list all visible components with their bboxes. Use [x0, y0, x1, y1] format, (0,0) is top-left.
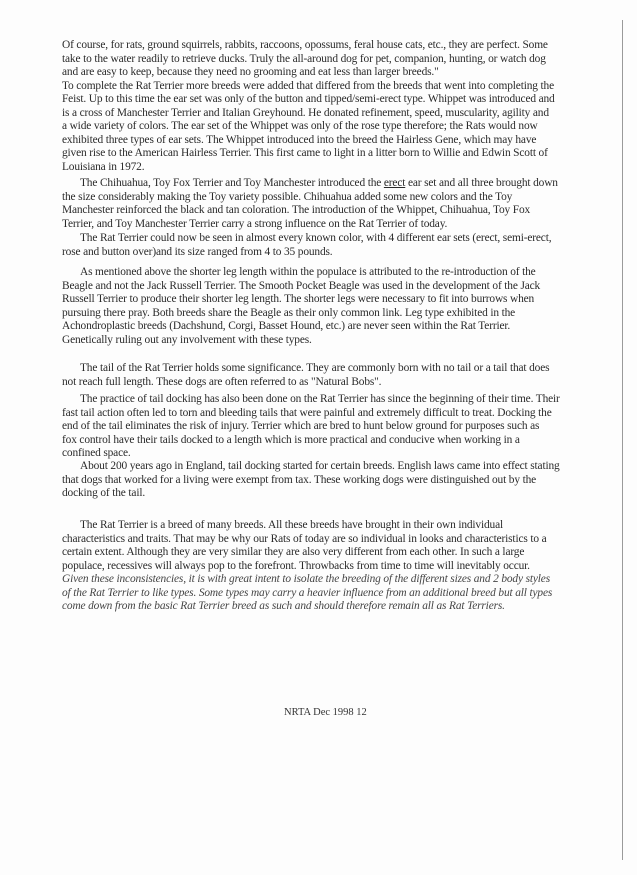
text-line: [62, 177, 622, 191]
text-line: rose and button over)and its size ranged from 4 to 35 pounds.: [62, 245, 333, 258]
text-line: Of course, for rats, ground squirrels, rabbits, raccoons, opossums, feral house cats, etc., they are perfect. Some: [62, 39, 548, 51]
text-line: Manchester reinforced the black and tan coloration. The introduction of the Whippet, Chihuahua, Toy Fox: [62, 204, 531, 216]
text-line: Feist. Up to this time the ear set was only of the button and tipped/semi-erect type. Whippet was introduced and: [62, 93, 555, 105]
paragraph-colors-sizes: [62, 232, 622, 259]
italic-text-line: come down from the basic Rat Terrier breed as such and should therefore remain all as Rat Terriers.: [62, 600, 505, 612]
text-line: confined space.: [62, 447, 131, 459]
text-line: About 200 years ago in England, tail docking started for certain breeds. English laws came into effect stating: [80, 460, 560, 472]
text-line: docking of the tail.: [62, 487, 146, 499]
underlined-word: erect: [383, 177, 406, 189]
text-line: Russell Terrier to produce their shorter leg length. The shorter legs were necessary to fit into burrows when: [62, 293, 535, 305]
text-line: Terrier, and Toy Manchester Terrier carry a strong influence on the Rat Terrier of today.: [62, 217, 448, 230]
text-line: that dogs that worked for a living were exempt from tax. These working dogs were distinguished out by the: [62, 473, 537, 486]
text-line: pursuing there pray. Both breeds share the Beagle as their only common link. Leg type exhibited in the: [62, 306, 516, 319]
text-line: exhibited three types of ear sets. The Whippet introduced into the breed the Hairless Gene, which may have: [62, 133, 537, 146]
paragraph-leg-length: [62, 266, 622, 347]
text-line: not reach full length. These dogs are often referred to as "Natural Bobs".: [62, 375, 382, 388]
text-line: fox control have their tails docked to a length which is more practical and conducive when working in a: [62, 433, 520, 446]
text-line: Beagle and not the Jack Russell Terrier. The Smooth Pocket Beagle was used in the development of the Jack: [62, 279, 541, 292]
paragraph-breed-of-breeds: [62, 519, 622, 614]
text-segment: ear set and all three brought down: [405, 177, 558, 189]
text-line: As mentioned above the shorter leg length within the populace is attributed to the re-introduction of the: [80, 266, 536, 278]
text-line: end of the tail eliminates the risk of injury. Terrier which are bred to hunt below ground for purposes such as: [62, 420, 540, 432]
text-segment: The Chihuahua, Toy Fox Terrier and Toy Manchester introduced the: [80, 177, 384, 189]
paragraph-england-tax: [62, 460, 622, 501]
paragraph-ratting-and-feist: [62, 39, 622, 174]
text-line: The Rat Terrier could now be seen in almost every known color, with 4 different ear sets (erect, semi-erect,: [80, 232, 552, 244]
text-line: the size considerably making the Toy variety possible. Chihuahua added some new colors and the Toy: [62, 190, 513, 203]
text-line: Achondroplastic breeds (Dachshund, Corgi, Basset Hound, etc.) are never seen within the Rat Terrier.: [62, 320, 511, 332]
text-line: given rise to the American Hairless Terrier. This first came to light in a litter born to Willie and Edwin Scott of: [62, 147, 548, 159]
text-line: characteristics and traits. That may be why our Rats of today are so individual in looks and characteristics to a: [62, 532, 547, 545]
text-line: and are easy to keep, because they need no grooming and eat less than larger breeds.": [62, 66, 439, 78]
text-line: The Rat Terrier is a breed of many breeds. All these breeds have brought in their own individual: [80, 519, 504, 531]
italic-text-line: Given these inconsistencies, it is with great intent to isolate the breeding of the different sizes and 2 body styles: [62, 573, 550, 585]
text-line: Genetically ruling out any involvement with these types.: [62, 333, 312, 346]
page-edge-shadow: [622, 20, 623, 860]
text-line: populace, recessives will always pop to the forefront. Throwbacks from time to time will inevitably occur.: [62, 559, 530, 572]
text-line: certain extent. Although they are very similar they are also very different from each other. In such a large: [62, 546, 525, 558]
text-line: fast tail action often led to torn and bleeding tails that were painful and extremely difficult to treat. Docking the: [62, 406, 552, 419]
text-line: a wide variety of colors. The ear set of the Whippet was only of the rose type therefore; the Rats would now: [62, 120, 538, 132]
paragraph-tail-docking: [62, 393, 622, 461]
paragraph-tail: [62, 362, 622, 389]
text-line: is a cross of Manchester Terrier and Italian Greyhound. He donated refinement, speed, muscularity, agility and: [62, 106, 549, 119]
text-line: The tail of the Rat Terrier holds some significance. They are commonly born with no tail or a tail that does: [80, 362, 550, 374]
italic-text-line: of the Rat Terrier to like types. Some types may carry a heavier influence from an additional breed but all types: [62, 586, 553, 599]
text-line: To complete the Rat Terrier more breeds were added that differed from the breeds that went into completing the: [62, 79, 554, 92]
text-line: take to the water readily to retrieve ducks. Truly the all-around dog for pet, companion, hunting, or watch dog: [62, 52, 546, 65]
paragraph-chihuahua-toy-breeds: [62, 177, 622, 231]
page-footer: NRTA Dec 1998 12: [284, 707, 367, 718]
text-line: The practice of tail docking has also been done on the Rat Terrier has since the beginning of their time. Their: [80, 393, 560, 405]
text-line: Louisiana in 1972.: [62, 160, 145, 173]
